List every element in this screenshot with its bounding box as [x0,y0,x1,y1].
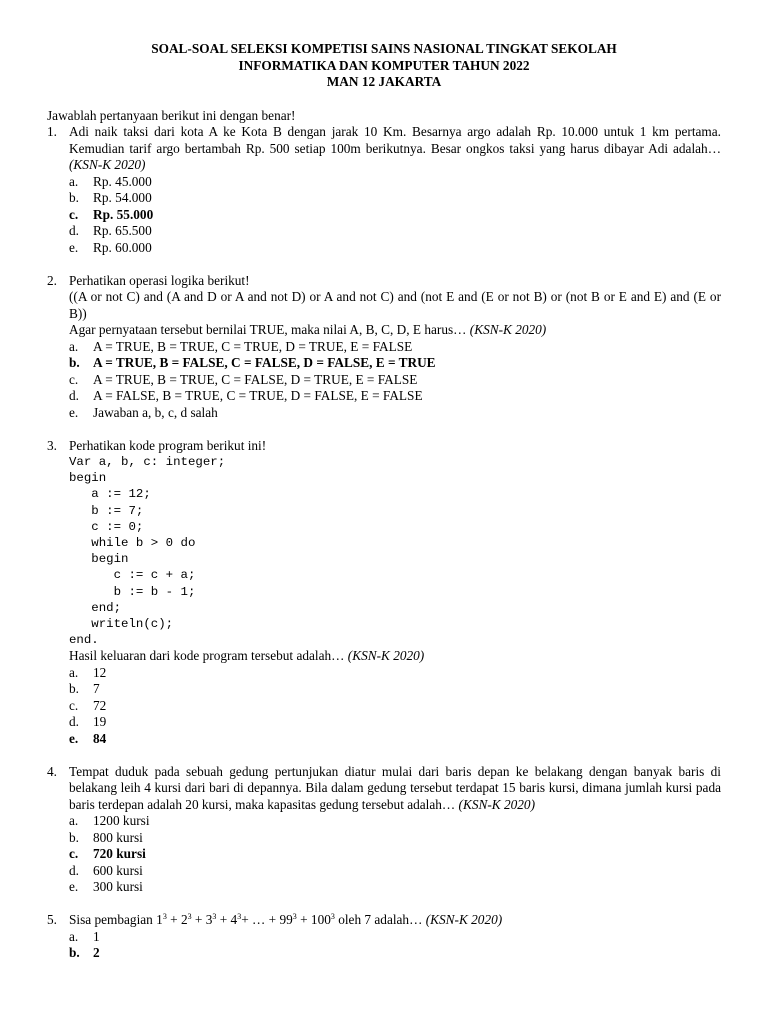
answer-option: e. Jawaban a, b, c, d salah [69,404,218,420]
question-4 [47,764,721,896]
question-1 [47,124,721,256]
question-number: 4. [47,763,57,779]
document-page [47,41,721,962]
answer-option: e. 300 kursi [69,879,143,895]
question-2 [47,273,721,422]
answer-option: c. A = TRUE, B = TRUE, C = FALSE, D = TRUE, E = FALSE [69,371,418,387]
answer-option: a. 12 [69,664,107,680]
answer-option: b. 7 [69,681,100,697]
answer-option: d. A = FALSE, B = TRUE, C = TRUE, D = FALSE, E = FALSE [69,388,423,403]
answer-option: d. 19 [69,714,107,730]
answer-option-correct: b. A = TRUE, B = FALSE, C = FALSE, D = FALSE, E = TRUE [69,355,436,370]
question-number: 2. [47,272,57,288]
question-3 [47,438,721,748]
question-prompt: Agar pernyataan tersebut bernilai TRUE, maka nilai A, B, C, D, E harus… (KSN-K 2020) [69,322,547,337]
answer-option: b. Rp. 54.000 [69,190,152,205]
source-tag: (KSN-K 2020) [469,322,547,337]
code-block: Var a, b, c: integer; begin a := 12; b := 7; c := 0; while b > 0 do begin c := c + a; b := b - 1; end; writeln(c); end. [69,455,226,648]
answer-option: b. 800 kursi [69,829,143,845]
answer-option: d. Rp. 65.500 [69,223,152,238]
title-line-3: MAN 12 JAKARTA [326,74,442,89]
question-text: Sisa pembagian $1^3 + 2^3 + 3^3 + 4^3+$ … + $99^3 + 100^3$ oleh 7 adalah… (KSN-K 2020) [69,912,503,928]
title-line-1: SOAL-SOAL SELEKSI KOMPETISI SAINS NASIONAL TINGKAT SEKOLAH [151,41,617,56]
answer-option: d. 600 kursi [69,862,143,878]
answer-option: a. Rp. 45.000 [69,173,152,189]
source-tag: (KSN-K 2020) [425,912,503,928]
answer-option: a. A = TRUE, B = TRUE, C = TRUE, D = TRUE, E = FALSE [69,338,413,354]
instructions: Jawablah pertanyaan berikut ini dengan benar! [47,107,296,123]
answer-option-correct: e. 84 [69,730,107,746]
answer-option: a. 1 [69,928,100,944]
question-text: Tempat duduk pada sebuah gedung pertunjukan diatur mulai dari baris depan ke belakang dengan banyak baris di belakang leih 4 kursi dari bari di depannya. Bila dalam gedung tersebut terdapat 15 baris kursi, dimana jumlah kursi pada baris terdepan adalah 20 kursi, maka kapasitas gedung tersebut adalah… (KSN-K 2020) [69,763,721,812]
answer-option-correct: c. 720 kursi [69,846,146,862]
answer-option: c. 72 [69,697,107,713]
source-tag: (KSN-K 2020) [347,648,425,664]
answer-option-correct: b. 2 [69,945,100,961]
question-number: 3. [47,437,57,453]
question-5 [47,912,721,962]
source-tag: (KSN-K 2020) [69,157,146,172]
document-title [47,41,721,91]
question-prompt: Hasil keluaran dari kode program tersebut adalah… (KSN-K 2020) [69,648,425,664]
answer-option: e. Rp. 60.000 [69,239,152,255]
question-text: Adi naik taksi dari kota A ke Kota B dengan jarak 10 Km. Besarnya argo adalah Rp. 10.000 untuk 1 km pertama. Kemudian tarif argo bertambah Rp. 500 setiap 100m berikutnya. Besar ongkos taksi yang harus dibayar Adi adalah… (KSN-K 2020) [69,124,721,172]
question-text: Perhatikan kode program berikut ini! [69,437,267,453]
question-text: Perhatikan operasi logika berikut! [69,272,250,288]
title-line-2: INFORMATIKA DAN KOMPUTER TAHUN 2022 [238,57,530,73]
question-number: 1. [47,124,57,139]
answer-option: a. 1200 kursi [69,813,150,829]
answer-option-correct: c. Rp. 55.000 [69,206,154,222]
question-number: 5. [47,912,57,928]
source-tag: (KSN-K 2020) [458,796,536,812]
logic-expression: ((A or not C) and (A and D or A and not D) or A and not C) and (not E and (E or not B) or (not B or E and E) and (E or B)) [69,289,721,321]
